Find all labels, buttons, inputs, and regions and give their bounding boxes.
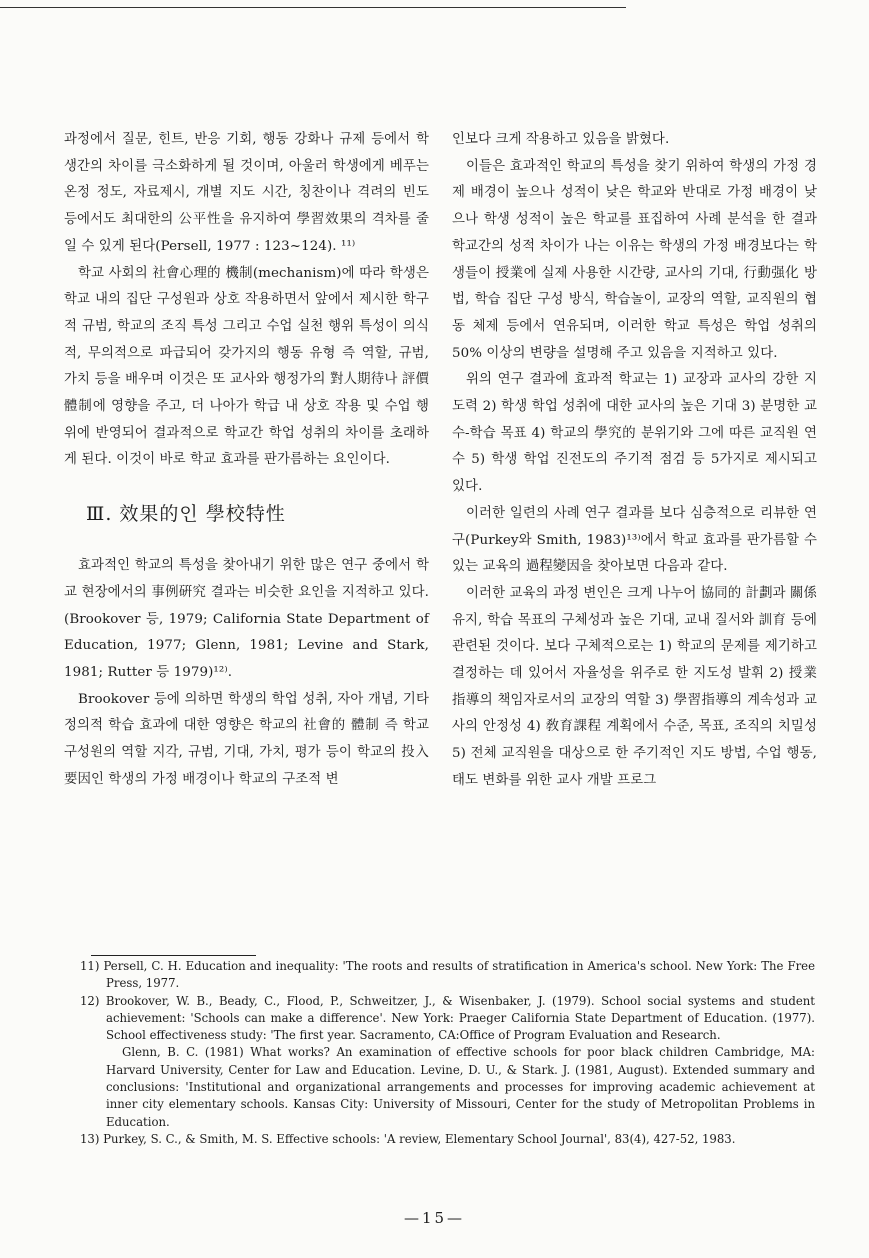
paragraph: 효과적인 학교의 특성을 찾아내기 위한 많은 연구 중에서 학교 현장에서의 事例硏究 결과는 비슷한 요인을 지적하고 있다. (Brookover 등, 1979; California State Department of Education, 1977; Glenn, 1981; Levine and Stark, 1981; Rutter 등 1979)¹²⁾. [64, 558, 429, 680]
paragraph: 이들은 효과적인 학교의 특성을 찾기 위하여 학생의 가정 경제 배경이 높으나 성적이 낮은 학교와 반대로 가정 배경이 낮으나 학생 성적이 높은 학교를 표집하여 사례 분석을 한 결과 학교간의 성적 차이가 나는 이유는 학생의 가정 배경보다는 학생들이 授業에 실제 사용한 시간량, 교사의 기대, 行動强化 방법, 학습 집단 구성 방식, 학습놀이, 교장의 역할, 교직원의 협동 체제 등에서 연유되며, 이러한 학교 특성은 학업 성취의 50% 이상의 변량을 설명해 주고 있음을 지적하고 있다. [452, 158, 817, 361]
paragraph: 과정에서 질문, 힌트, 반응 기회, 행동 강화나 규제 등에서 학생간의 차이를 극소화하게 될 것이며, 아울러 학생에게 베푸는 온정 정도, 자료제시, 개별 지도 시간, 칭찬이나 격려의 빈도 등에서도 최대한의 公平性을 유지하여 學習效果의 격차를 줄일 수 있게 된다(Persell, 1977 : 123~124). ¹¹⁾ [64, 132, 429, 254]
paragraph: 위의 연구 결과에 효과적 학교는 1) 교장과 교사의 강한 지도력 2) 학생 학업 성취에 대한 교사의 높은 기대 3) 분명한 교수-학습 목표 4) 학교의 學究的 분위기와 그에 따른 교직원 연수 5) 학생 학업 진전도의 주기적 점검 등 5가지로 제시되고 있다. [452, 372, 817, 495]
paragraph: Brookover 등에 의하면 학생의 학업 성취, 자아 개념, 기타 정의적 학습 효과에 대한 영향은 학교의 社會的 體制 즉 학교 구성원의 역할 지각, 규범, 기대, 가치, 평가 등이 학교의 投入要因인 학생의 가정 배경이나 학교의 구조적 변 [64, 691, 429, 787]
page-number: —15— [403, 1209, 466, 1227]
footnotes [80, 958, 815, 1148]
paragraph: 이러한 교육의 과정 변인은 크게 나누어 協同的 計劃과 關係유지, 학습 목표의 구체성과 높은 기대, 교내 질서와 訓育 등에 관련된 것이다. 보다 구체적으로는 1) 학교의 문제를 제기하고 결정하는 데 있어서 자율성을 위주로 한 지도성 발휘 2) 授業指導의 책임자로서의 교장의 역할 3) 學習指導의 계속성과 교사의 안정성 4) 敎育課程 계획에서 수준, 목표, 조직의 치밀성 5) 전체 교직원을 대상으로 한 주기적인 지도 방법, 수업 행동, 태도 변화를 위한 교사 개발 프로그 [452, 585, 817, 788]
footnote-12-continued: Glenn, B. C. (1981) What works? An examination of effective schools for poor black children Cambridge, MA: Harvard University, Center for Law and Education. Levine, D. U., & Stark. J. (1981, August). Extended summary and conclusions: 'Institutional and organizational arrangements and processes for improving academic achievement at inner city elementary schools. Kansas City: University of Missouri, Center for the study of Metropolitan Problems in Education. [106, 1045, 815, 1129]
paragraph: 이러한 일련의 사례 연구 결과를 보다 심층적으로 리뷰한 연구(Purkey와 Smith, 1983)¹³⁾에서 학교 효과를 판가름할 수 있는 교육의 過程變因을 찾아보면 다음과 같다. [452, 505, 817, 575]
footnote-12: 12) Brookover, W. B., Beady, C., Flood, P., Schweitzer, J., & Wisenbaker, J. (1979). School social systems and student achievement: 'Schools can make a difference'. New York: Praeger California State Department of Education. (1977). School effectiveness study: 'The first year. Sacramento, CA:Office of Program Evaluation and Research. [80, 993, 815, 1043]
right-column [452, 127, 817, 795]
footnote-rule [91, 955, 256, 956]
footnote-11: 11) Persell, C. H. Education and inequality: 'The roots and results of stratification in America's school. New York: The Free Press, 1977. [80, 959, 815, 991]
left-column [64, 127, 429, 793]
paragraph: 인보다 크게 작용하고 있음을 밝혔다. [452, 132, 670, 147]
footnote-13: 13) Purkey, S. C., & Smith, M. S. Effective schools: 'A review, Elementary School Journal', 83(4), 427-52, 1983. [80, 1131, 736, 1146]
top-rule [0, 7, 626, 8]
paragraph: 학교 사회의 社會心理的 機制(mechanism)에 따라 학생은 학교 내의 집단 구성원과 상호 작용하면서 앞에서 제시한 학구적 규범, 학교의 조직 특성 그리고 수업 실천 행위 특성이 의식적, 무의적으로 파급되어 갖가지의 행동 유형 즉 역할, 규범, 가치 등을 배우며 이것은 또 교사와 행정가의 對人期待나 評價體制에 영향을 주고, 더 나아가 학급 내 상호 작용 및 수업 행위에 반영되어 결과적으로 학교간 학업 성취의 차이를 초래하게 된다. 이것이 바로 학교 효과를 판가름하는 요인이다. [64, 265, 429, 468]
section-heading: Ⅲ. 效果的인 學校特性 [86, 503, 286, 526]
